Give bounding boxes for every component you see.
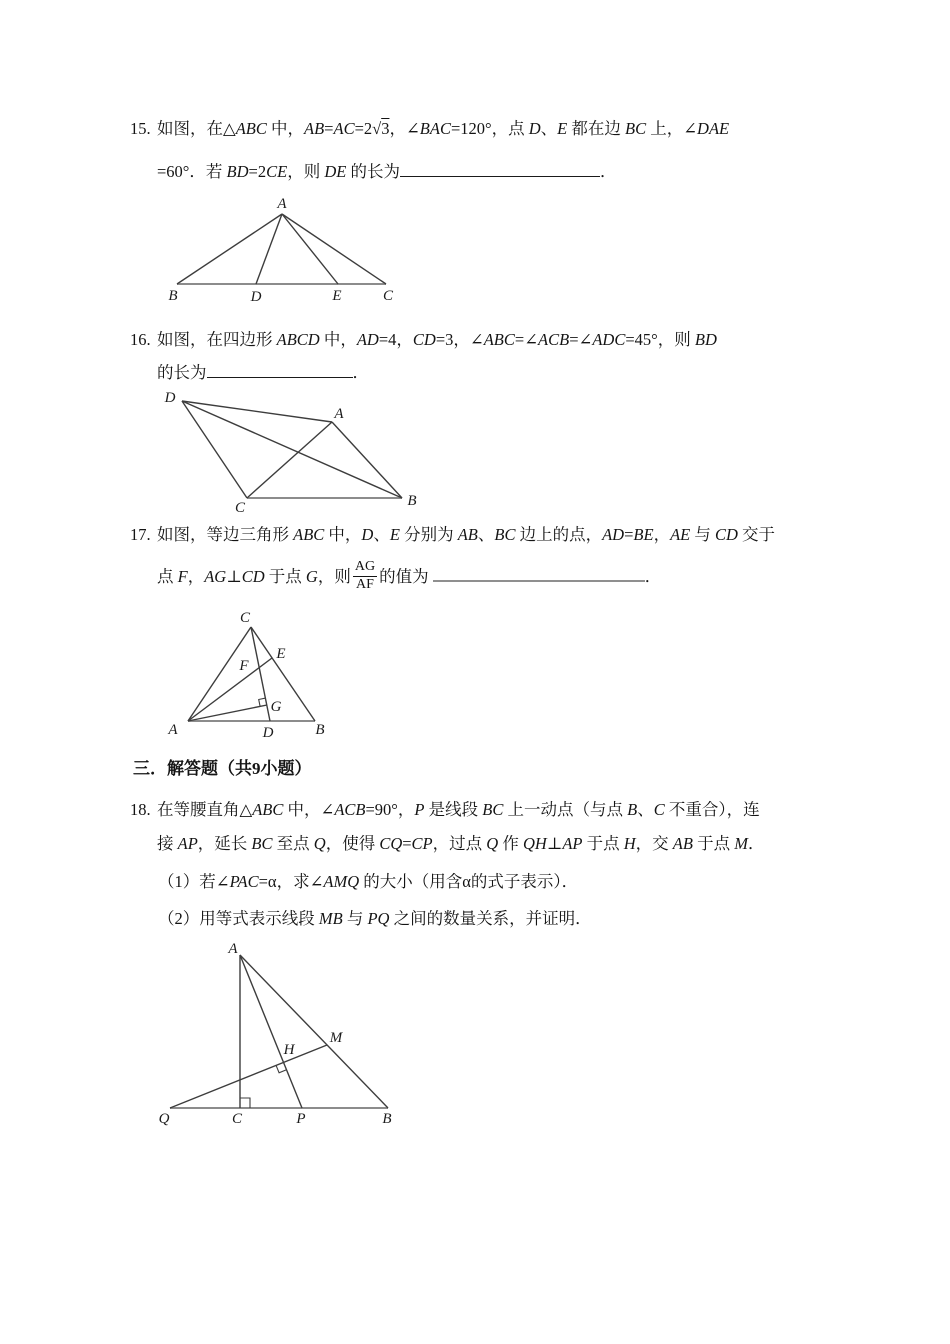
problem-15-number: 15. — [130, 119, 151, 138]
figure-problem-18 — [150, 942, 420, 1127]
section-header: 三．解答题（共9小题） — [133, 759, 312, 778]
problem-18-sub1-text: （1）若∠PAC=α，求∠AMQ 的大小（用含α的式子表示）． — [158, 872, 579, 891]
fig16-vertex-label-D: D — [164, 390, 176, 406]
problem-16-number: 16. — [130, 330, 151, 349]
problem-18-text-1: 在等腰直角△ABC 中，∠ACB=90°，P 是线段 BC 上一动点（与点 B、C 不重合），连 — [157, 800, 760, 819]
figure-problem-15 — [140, 192, 410, 307]
fig15-side-AC — [282, 214, 386, 284]
problem-18-line-1 — [130, 799, 760, 821]
fig18-segment-AP — [240, 955, 302, 1108]
fig16-side-AB — [332, 422, 402, 498]
fig16-diagonal-AC — [247, 422, 332, 498]
fig18-segment-QM — [170, 1045, 327, 1108]
problem-16-text-1: 如图，在四边形 ABCD 中，AD=4，CD=3，∠ABC=∠ACB=∠ADC=45°，则 BD — [157, 330, 717, 349]
problem-18-text-2: 接 AP，延长 BC 至点 Q，使得 CQ=CP，过点 Q 作 QH⊥AP 于点 H，交 AB 于点 M． — [157, 834, 765, 853]
fig15-segment-AD — [256, 214, 282, 284]
fig15-vertex-label-C: C — [382, 288, 394, 304]
fig15-segment-AE — [282, 214, 338, 284]
fig16-vertex-label-B: B — [407, 493, 417, 509]
problem-15-text-2: =60°．若 BD=2CE，则 DE 的长为 ． — [157, 162, 617, 181]
fig18-point-label-H: H — [283, 1042, 295, 1058]
figure-problem-17 — [160, 605, 350, 745]
fig18-point-label-M: M — [329, 1030, 343, 1046]
problem-17-number: 17. — [130, 525, 151, 544]
problem-17-text-2: 点 F，AG⊥CD 于点 G，则 $\frac{AG}{AF}$ 的值为 ． — [157, 559, 662, 592]
problem-17-line-1 — [130, 524, 775, 546]
fig17-point-label-F: F — [239, 658, 249, 674]
fig18-vertex-label-Q: Q — [158, 1111, 170, 1127]
fig18-right-angle-mark-C — [240, 1098, 250, 1108]
fig15-vertex-label-A: A — [277, 196, 287, 212]
fig17-point-label-G: G — [270, 699, 282, 715]
fig17-segment-AG — [188, 705, 267, 721]
fig17-vertex-label-D: D — [262, 725, 274, 741]
fig18-side-AB — [240, 955, 388, 1108]
problem-15-text-1: 如图，在△ABC 中，AB=AC=2√3，∠BAC=120°，点 D、E 都在边 BC 上，∠DAE — [157, 119, 730, 138]
fig17-segment-AE — [188, 658, 272, 721]
fig18-vertex-label-P: P — [296, 1111, 306, 1127]
fig15-vertex-label-E: E — [332, 288, 342, 304]
problem-18-number: 18. — [130, 800, 151, 819]
fig15-vertex-label-B: B — [168, 288, 178, 304]
fig17-vertex-label-E: E — [276, 646, 286, 662]
fig15-vertex-label-D: D — [250, 289, 262, 305]
problem-17-line-2 — [157, 559, 662, 594]
fig15-side-AB — [177, 214, 282, 284]
problem-15-line-1 — [130, 118, 729, 140]
fig18-vertex-label-C: C — [231, 1111, 243, 1127]
problem-18-subquestion-1 — [158, 871, 578, 893]
fig17-side-CA — [188, 627, 251, 721]
problem-16-text-2: 的长为 ． — [157, 363, 369, 382]
problem-18-subquestion-2 — [158, 908, 592, 930]
problem-18-sub2-text: （2）用等式表示线段 MB 与 PQ 之间的数量关系，并证明． — [158, 909, 592, 928]
fig16-vertex-label-C: C — [234, 500, 246, 516]
problem-15-line-2 — [157, 161, 616, 183]
problem-18-line-2 — [157, 833, 764, 855]
fig17-vertex-label-B: B — [315, 722, 325, 738]
fig17-vertex-label-C: C — [239, 610, 251, 626]
figure-problem-16 — [160, 388, 430, 518]
problem-16-line-2 — [157, 362, 369, 384]
fig16-vertex-label-A: A — [334, 406, 344, 422]
fig18-vertex-label-A: A — [228, 941, 238, 957]
problem-17-text-1: 如图，等边三角形 ABC 中，D、E 分别为 AB、BC 边上的点，AD=BE，AE 与 CD 交于 — [157, 525, 776, 544]
problem-16-line-1 — [130, 329, 717, 351]
fig18-vertex-label-B: B — [382, 1111, 392, 1127]
fig17-vertex-label-A: A — [168, 722, 178, 738]
